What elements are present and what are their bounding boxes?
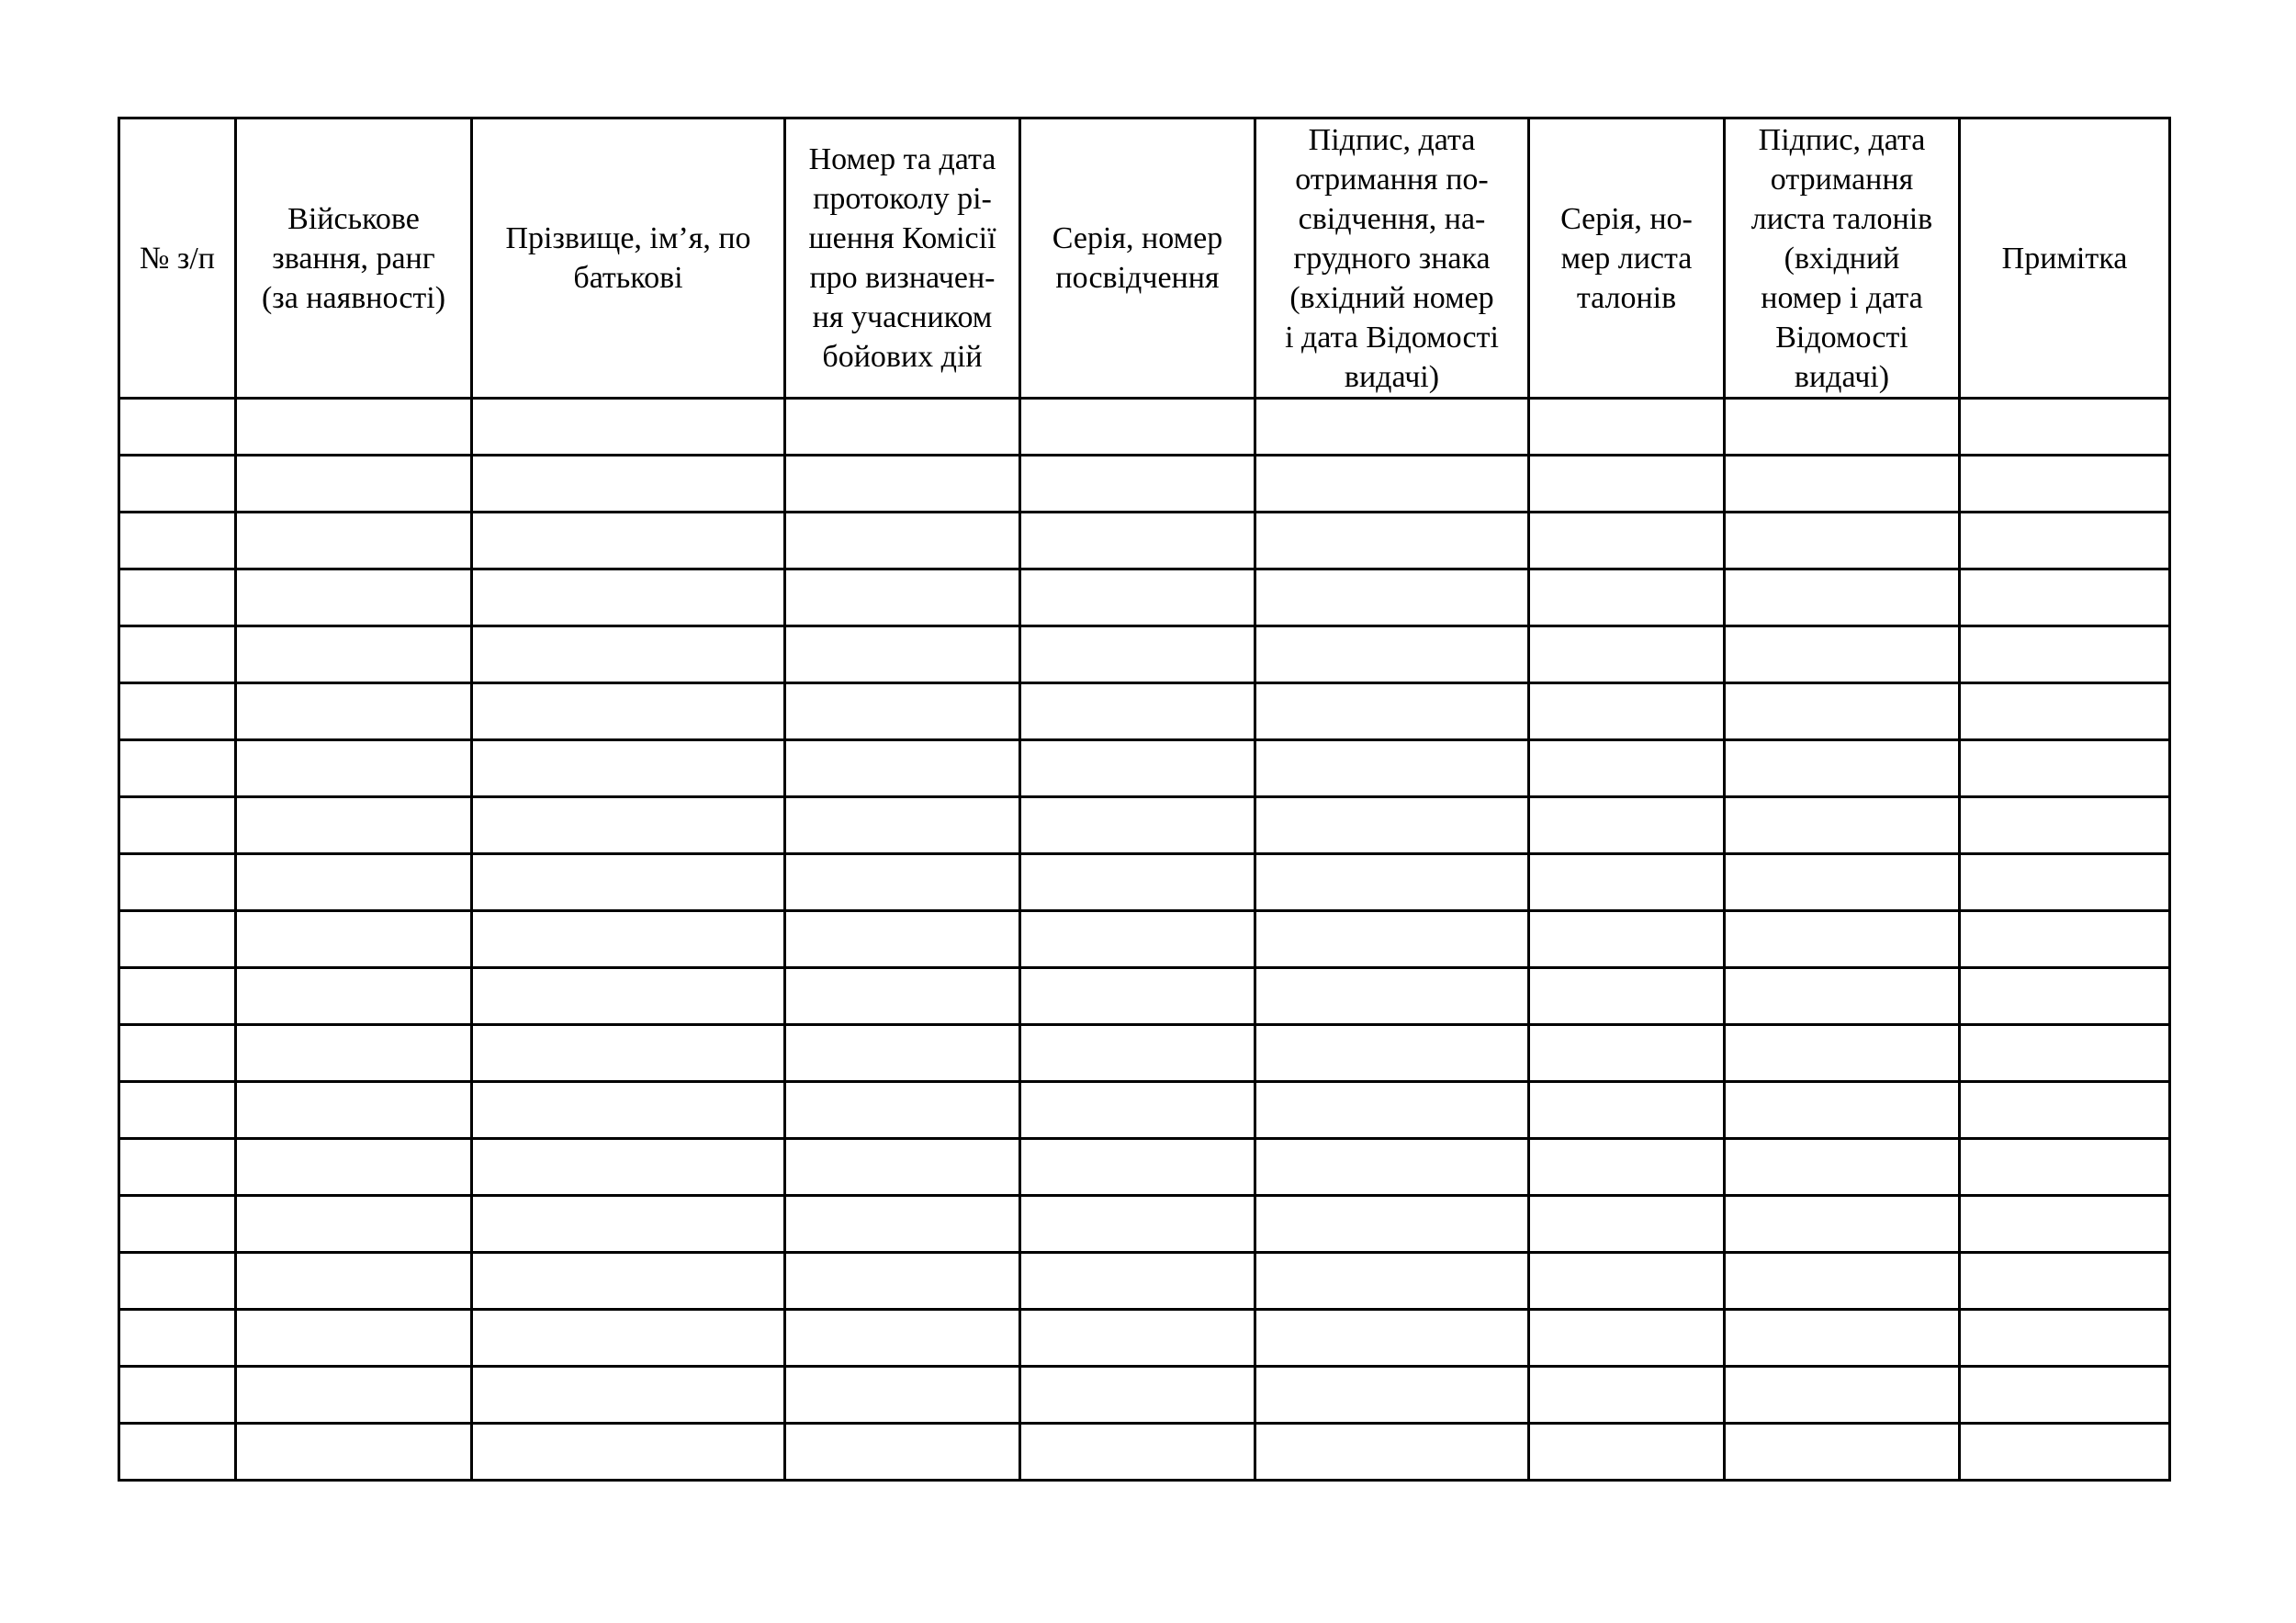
table-cell xyxy=(472,1253,785,1310)
table-cell xyxy=(1529,911,1725,968)
table-cell xyxy=(236,683,472,740)
table-cell xyxy=(1529,797,1725,854)
header-row xyxy=(119,118,2170,399)
table-cell xyxy=(785,740,1020,797)
table-cell xyxy=(1725,1310,1960,1367)
table-cell xyxy=(1725,1253,1960,1310)
table-cell xyxy=(785,911,1020,968)
table-cell xyxy=(119,1310,236,1367)
table-cell xyxy=(472,911,785,968)
table-row xyxy=(119,1367,2170,1424)
table-cell xyxy=(236,854,472,911)
table-cell xyxy=(1725,626,1960,683)
table-row xyxy=(119,740,2170,797)
table-cell xyxy=(119,1424,236,1481)
table-cell xyxy=(472,456,785,513)
table-cell xyxy=(1960,1367,2170,1424)
table-cell xyxy=(119,797,236,854)
table-cell xyxy=(236,1196,472,1253)
table-cell xyxy=(1529,854,1725,911)
table-cell xyxy=(1020,854,1255,911)
table-cell xyxy=(1020,1253,1255,1310)
table-row xyxy=(119,513,2170,569)
table-cell xyxy=(1255,911,1529,968)
table-row xyxy=(119,399,2170,456)
table-cell xyxy=(1960,854,2170,911)
table-cell xyxy=(1255,513,1529,569)
table-cell xyxy=(472,399,785,456)
table-cell xyxy=(1255,968,1529,1025)
table-row xyxy=(119,1082,2170,1139)
table-cell xyxy=(1725,911,1960,968)
table-cell xyxy=(785,683,1020,740)
table-cell xyxy=(1725,1025,1960,1082)
table-cell xyxy=(785,1367,1020,1424)
table-cell xyxy=(1020,740,1255,797)
table-cell xyxy=(119,569,236,626)
header-number: № з/п xyxy=(119,118,236,399)
table-cell xyxy=(1255,854,1529,911)
table-cell xyxy=(785,1196,1020,1253)
table-cell xyxy=(1960,1196,2170,1253)
table-cell xyxy=(1529,1196,1725,1253)
table-cell xyxy=(1529,626,1725,683)
table-cell xyxy=(1529,968,1725,1025)
table-cell xyxy=(236,740,472,797)
table-cell xyxy=(1020,1196,1255,1253)
table-cell xyxy=(1020,1139,1255,1196)
table-cell xyxy=(236,513,472,569)
table-cell xyxy=(785,626,1020,683)
table-cell xyxy=(236,1310,472,1367)
table-cell xyxy=(236,1082,472,1139)
table-row xyxy=(119,683,2170,740)
table-body xyxy=(119,399,2170,1481)
table-cell xyxy=(472,1139,785,1196)
table-cell xyxy=(1725,968,1960,1025)
table-cell xyxy=(1725,513,1960,569)
table-cell xyxy=(785,1424,1020,1481)
table-cell xyxy=(1255,1310,1529,1367)
table-cell xyxy=(785,399,1020,456)
table-cell xyxy=(1020,1025,1255,1082)
table-cell xyxy=(472,1196,785,1253)
table-cell xyxy=(472,1082,785,1139)
table-cell xyxy=(1020,1367,1255,1424)
table-cell xyxy=(236,1424,472,1481)
table-cell xyxy=(1725,854,1960,911)
table-cell xyxy=(1960,399,2170,456)
table-cell xyxy=(785,1082,1020,1139)
table-cell xyxy=(236,1367,472,1424)
table-cell xyxy=(119,626,236,683)
table-cell xyxy=(119,854,236,911)
table-row xyxy=(119,968,2170,1025)
table-cell xyxy=(785,1253,1020,1310)
table-cell xyxy=(1960,1025,2170,1082)
table-cell xyxy=(1255,1025,1529,1082)
table-cell xyxy=(785,968,1020,1025)
table-cell xyxy=(472,683,785,740)
table-cell xyxy=(1020,1424,1255,1481)
table-cell xyxy=(119,1196,236,1253)
table-cell xyxy=(1529,683,1725,740)
table-cell xyxy=(1020,1310,1255,1367)
table-cell xyxy=(119,1253,236,1310)
table-cell xyxy=(236,569,472,626)
table-cell xyxy=(119,456,236,513)
table-row xyxy=(119,1424,2170,1481)
table-cell xyxy=(472,513,785,569)
table-cell xyxy=(236,911,472,968)
table-cell xyxy=(1020,399,1255,456)
table-cell xyxy=(1255,1082,1529,1139)
table-cell xyxy=(472,740,785,797)
table-row xyxy=(119,569,2170,626)
table-cell xyxy=(1960,569,2170,626)
table-cell xyxy=(472,797,785,854)
table-cell xyxy=(1725,569,1960,626)
table-cell xyxy=(1255,740,1529,797)
table-row xyxy=(119,1196,2170,1253)
table-cell xyxy=(1529,569,1725,626)
table-cell xyxy=(1529,513,1725,569)
table-row xyxy=(119,626,2170,683)
table-cell xyxy=(1529,1367,1725,1424)
table-cell xyxy=(785,797,1020,854)
table-cell xyxy=(1725,797,1960,854)
table-cell xyxy=(119,1139,236,1196)
table-cell xyxy=(472,854,785,911)
table-cell xyxy=(1725,399,1960,456)
table-row xyxy=(119,1310,2170,1367)
table-cell xyxy=(472,1424,785,1481)
table-cell xyxy=(1725,1082,1960,1139)
table-cell xyxy=(785,854,1020,911)
table-cell xyxy=(785,1025,1020,1082)
table-cell xyxy=(1255,1424,1529,1481)
table-cell xyxy=(1255,569,1529,626)
table-cell xyxy=(472,1025,785,1082)
table-row xyxy=(119,854,2170,911)
header-certificate-series-number: Серія, номер посвідчення xyxy=(1020,118,1255,399)
table-cell xyxy=(236,399,472,456)
table-cell xyxy=(1960,1253,2170,1310)
table-cell xyxy=(1960,1424,2170,1481)
table-cell xyxy=(1960,456,2170,513)
header-military-rank: Військове звання, ранг (за наявності) xyxy=(236,118,472,399)
table-cell xyxy=(1020,911,1255,968)
table-row xyxy=(119,456,2170,513)
table-cell xyxy=(119,683,236,740)
table-cell xyxy=(236,1139,472,1196)
table-cell xyxy=(1020,1082,1255,1139)
table-cell xyxy=(1960,740,2170,797)
table-cell xyxy=(1725,456,1960,513)
table-cell xyxy=(472,569,785,626)
table-cell xyxy=(1529,740,1725,797)
table-cell xyxy=(1255,1139,1529,1196)
table-cell xyxy=(785,1310,1020,1367)
table-cell xyxy=(1960,911,2170,968)
table-cell xyxy=(119,1025,236,1082)
table-cell xyxy=(1960,1139,2170,1196)
table-cell xyxy=(119,911,236,968)
table-cell xyxy=(785,1139,1020,1196)
header-coupon-sheet-receipt-signature: Підпис, дата отримання листа талонів (вхідний номер і дата Відомості видачі) xyxy=(1725,118,1960,399)
table-cell xyxy=(472,1310,785,1367)
table-row xyxy=(119,1139,2170,1196)
table-cell xyxy=(1020,626,1255,683)
table-cell xyxy=(1020,683,1255,740)
table-cell xyxy=(1255,683,1529,740)
table-cell xyxy=(119,399,236,456)
table-cell xyxy=(1255,1196,1529,1253)
table-cell xyxy=(1725,1139,1960,1196)
table-cell xyxy=(472,626,785,683)
table-cell xyxy=(1960,626,2170,683)
header-protocol-number-date: Номер та дата протоколу рі- шення Комісії про визначен- ня учасником бойових дій xyxy=(785,118,1020,399)
table-cell xyxy=(1529,1082,1725,1139)
table-cell xyxy=(785,513,1020,569)
table-cell xyxy=(236,456,472,513)
table-cell xyxy=(119,513,236,569)
table-cell xyxy=(236,1253,472,1310)
table-cell xyxy=(1529,1139,1725,1196)
table-row xyxy=(119,1253,2170,1310)
table-cell xyxy=(1529,399,1725,456)
table-cell xyxy=(1529,456,1725,513)
table-cell xyxy=(1529,1310,1725,1367)
table-cell xyxy=(119,968,236,1025)
table-cell xyxy=(1255,456,1529,513)
table-cell xyxy=(1725,1196,1960,1253)
table-cell xyxy=(1529,1424,1725,1481)
register-table xyxy=(118,117,2171,1482)
table-cell xyxy=(1255,1367,1529,1424)
table-row xyxy=(119,797,2170,854)
table-cell xyxy=(1960,683,2170,740)
table-cell xyxy=(1255,626,1529,683)
table-cell xyxy=(1960,513,2170,569)
table-cell xyxy=(236,797,472,854)
table-cell xyxy=(1960,797,2170,854)
header-certificate-receipt-signature: Підпис, дата отримання по- свідчення, на- грудного знака (вхідний номер і дата Відомості видачі) xyxy=(1255,118,1529,399)
table-cell xyxy=(236,626,472,683)
table-cell xyxy=(1960,1082,2170,1139)
table-cell xyxy=(1960,968,2170,1025)
header-coupon-sheet-series-number: Серія, но- мер листа талонів xyxy=(1529,118,1725,399)
table-cell xyxy=(1255,1253,1529,1310)
table-cell xyxy=(1725,1424,1960,1481)
table-row xyxy=(119,1025,2170,1082)
table-cell xyxy=(785,569,1020,626)
table-cell xyxy=(1725,740,1960,797)
table-cell xyxy=(1255,797,1529,854)
table-cell xyxy=(1020,797,1255,854)
table-cell xyxy=(1529,1253,1725,1310)
header-note: Примітка xyxy=(1960,118,2170,399)
table-cell xyxy=(119,1082,236,1139)
table-cell xyxy=(472,968,785,1025)
table-cell xyxy=(119,1367,236,1424)
table-row xyxy=(119,911,2170,968)
table-cell xyxy=(236,1025,472,1082)
table-cell xyxy=(785,456,1020,513)
table-cell xyxy=(1725,683,1960,740)
table-cell xyxy=(1255,399,1529,456)
table-cell xyxy=(236,968,472,1025)
table-cell xyxy=(1529,1025,1725,1082)
table-cell xyxy=(1020,513,1255,569)
table-cell xyxy=(472,1367,785,1424)
table-cell xyxy=(119,740,236,797)
table-cell xyxy=(1020,968,1255,1025)
header-full-name: Прізвище, ім’я, по батькові xyxy=(472,118,785,399)
table-cell xyxy=(1725,1367,1960,1424)
table-cell xyxy=(1960,1310,2170,1367)
table-cell xyxy=(1020,456,1255,513)
table-cell xyxy=(1020,569,1255,626)
